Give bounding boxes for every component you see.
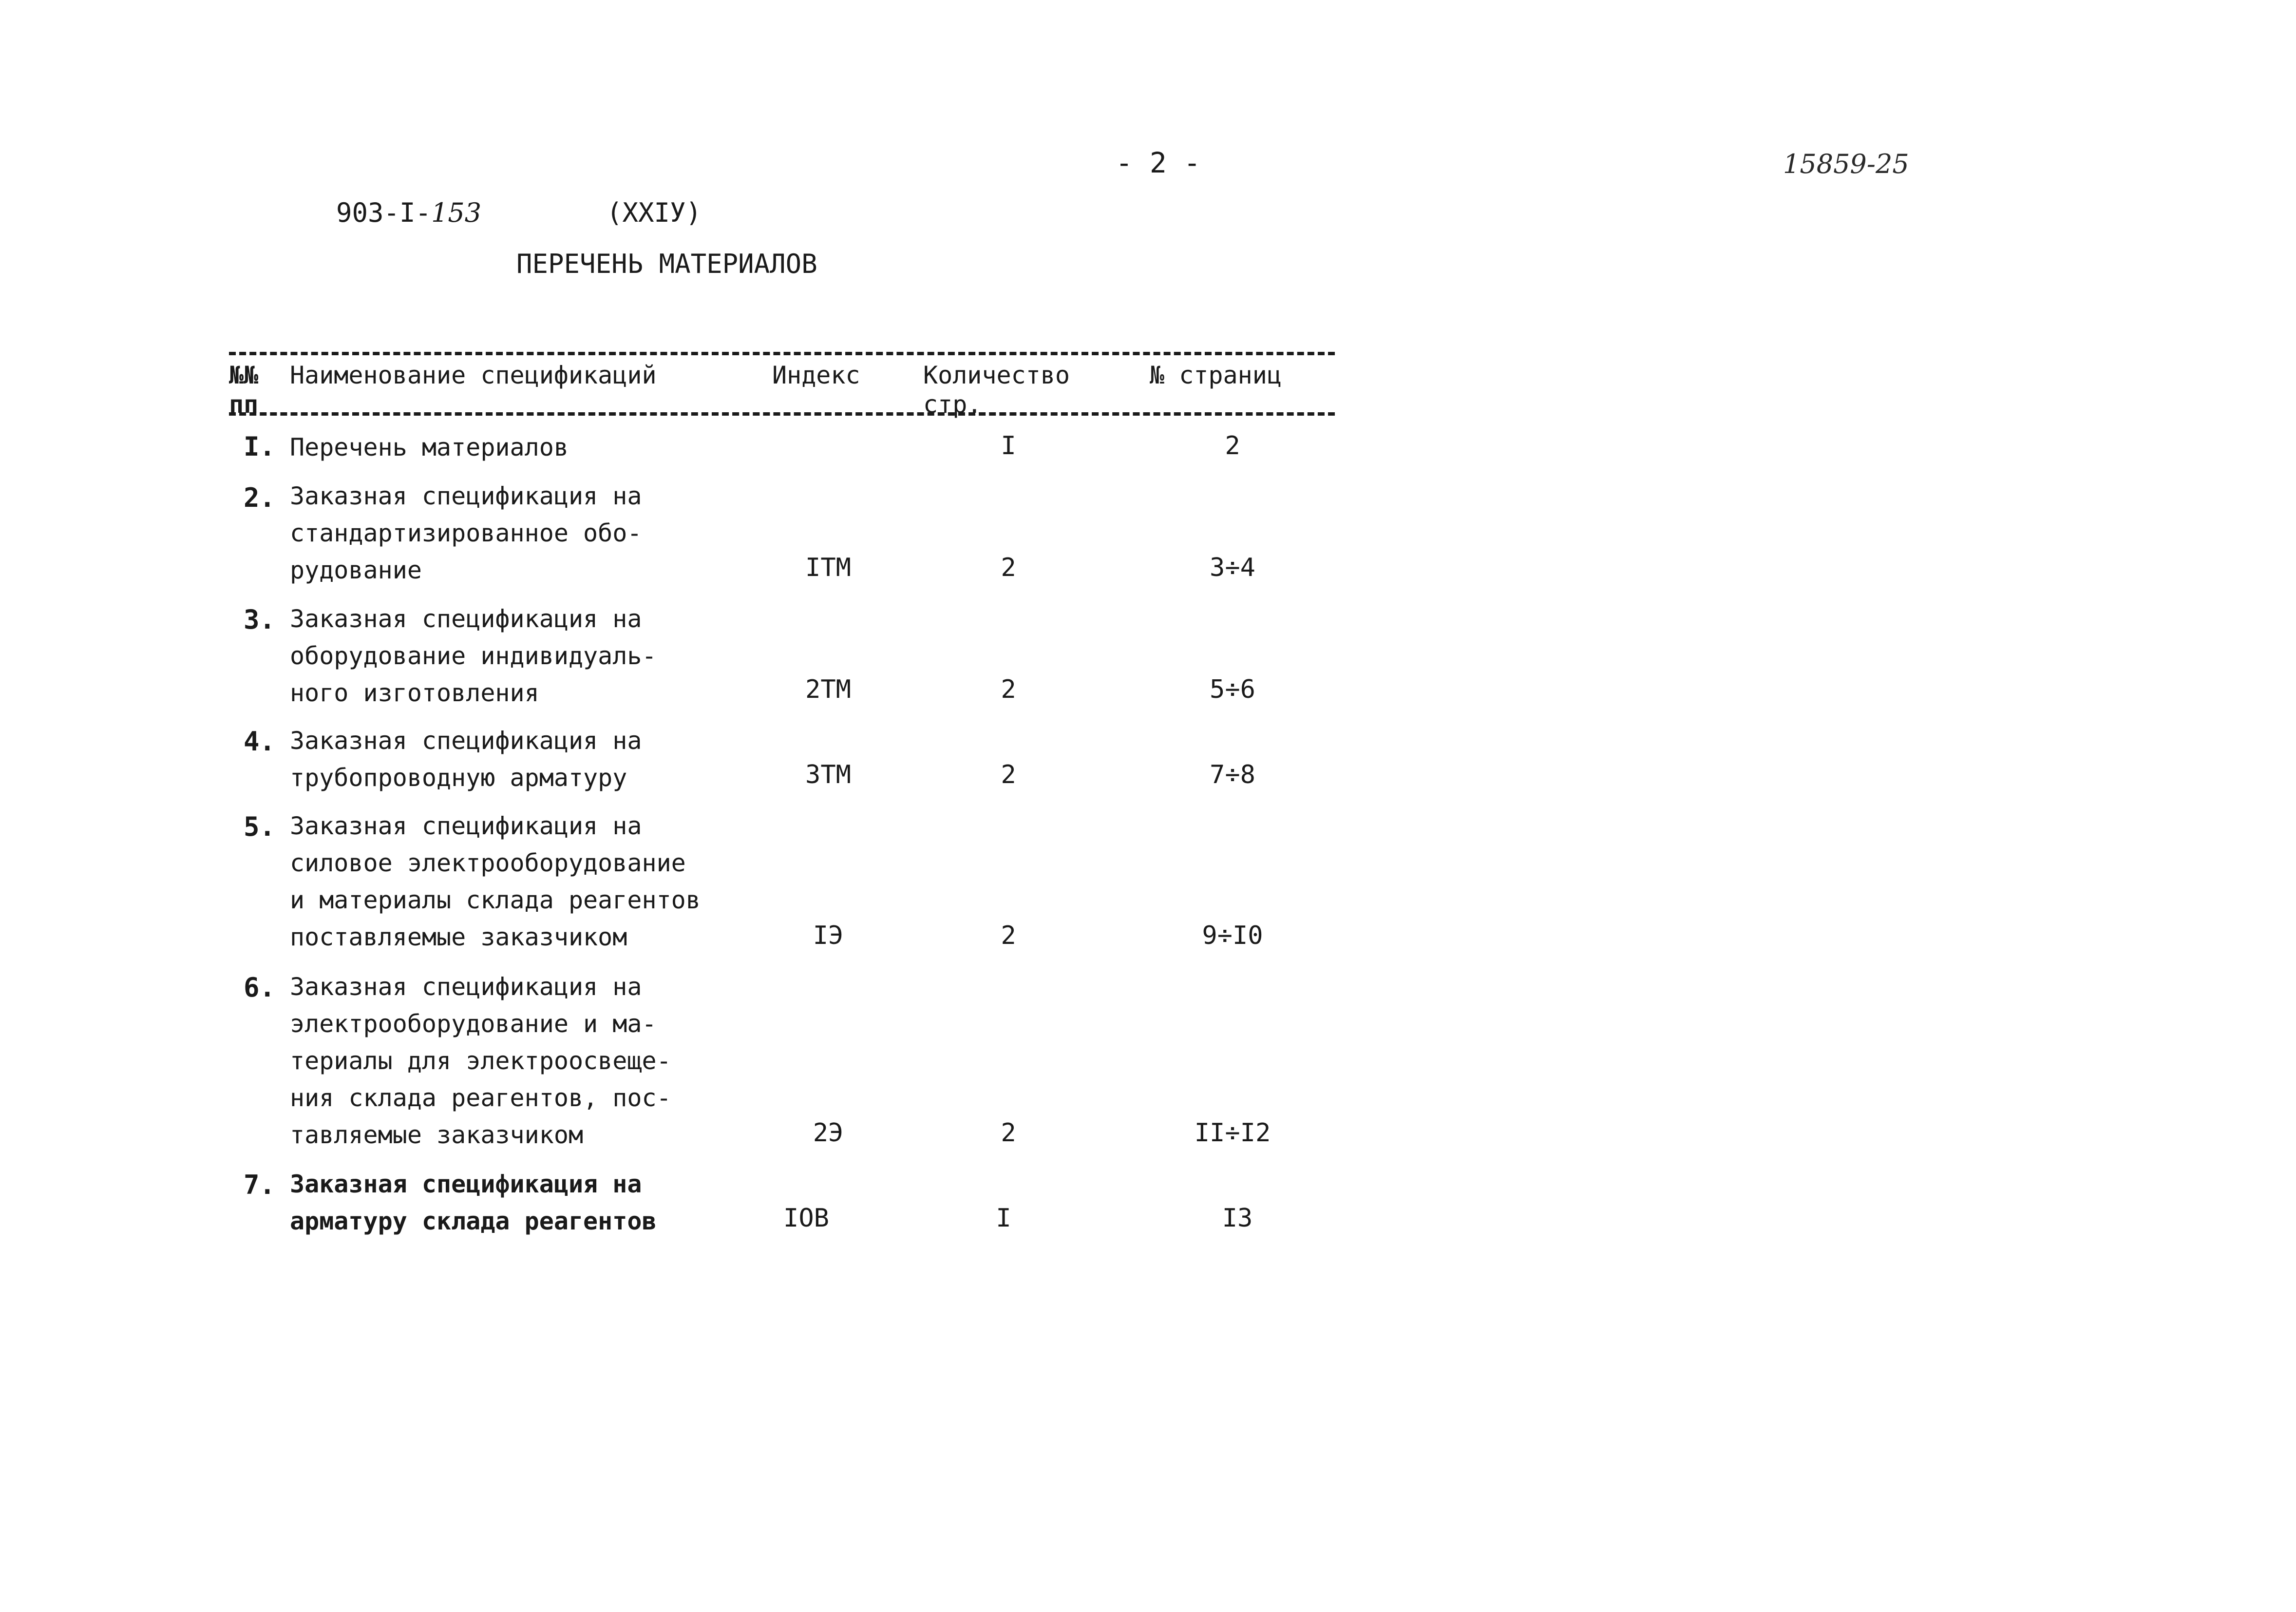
table-header-rule bbox=[229, 412, 1335, 416]
row-number: 5. bbox=[243, 811, 275, 842]
row-name: Заказная спецификация на электрооборудование и ма- териалы для электроосвеще- ния склада реагентов, пос- тавляемые заказчиком bbox=[290, 973, 671, 1149]
table-top-rule bbox=[229, 352, 1335, 355]
row-name: Перечень материалов bbox=[290, 433, 569, 461]
col-header-num: №№ пп bbox=[229, 361, 259, 419]
row-pages: 3÷4 bbox=[1210, 553, 1255, 582]
row-number: 4. bbox=[243, 726, 275, 757]
page-number: - 2 - bbox=[1116, 146, 1201, 179]
row-index: 3TM bbox=[805, 760, 851, 789]
row-quantity: 2 bbox=[1001, 1118, 1016, 1148]
page-title: ПЕРЕЧЕНЬ МАТЕРИАЛОВ bbox=[516, 249, 817, 279]
document-code-typed: 903-I- bbox=[336, 197, 432, 228]
row-pages: I3 bbox=[1222, 1204, 1253, 1233]
volume-number: (XXIУ) bbox=[607, 197, 702, 228]
row-name: Заказная спецификация на арматуру склада реагентов bbox=[290, 1170, 657, 1235]
row-name: Заказная спецификация на оборудование индивидуаль- ного изготовления bbox=[290, 605, 657, 707]
row-index: IЭ bbox=[813, 921, 844, 950]
row-index: ITM bbox=[805, 553, 851, 582]
document-code bbox=[336, 197, 481, 228]
row-number: 7. bbox=[243, 1170, 275, 1200]
row-pages: 9÷I0 bbox=[1202, 921, 1263, 950]
row-pages: 5÷6 bbox=[1210, 675, 1255, 704]
row-quantity: I bbox=[1001, 431, 1016, 461]
row-name: Заказная спецификация на трубопроводную арматуру bbox=[290, 727, 642, 792]
row-number: I. bbox=[243, 431, 275, 462]
row-index: 2Э bbox=[813, 1118, 844, 1148]
row-pages: II÷I2 bbox=[1194, 1118, 1271, 1148]
col-header-index: Индекс bbox=[772, 361, 860, 389]
document-code-handwritten: 153 bbox=[431, 197, 482, 228]
row-number: 6. bbox=[243, 972, 275, 1003]
row-pages: 2 bbox=[1225, 431, 1240, 461]
col-header-quantity: Количество стр. bbox=[923, 361, 1070, 419]
row-quantity: 2 bbox=[1001, 675, 1016, 704]
row-quantity: I bbox=[996, 1204, 1011, 1233]
row-index: 2TM bbox=[805, 675, 851, 704]
row-index: IOB bbox=[783, 1204, 829, 1233]
handwritten-number: 15859-25 bbox=[1783, 149, 1909, 179]
row-pages: 7÷8 bbox=[1210, 760, 1255, 789]
col-header-pages: № страниц bbox=[1150, 361, 1282, 389]
row-name: Заказная спецификация на стандартизированное обо- рудование bbox=[290, 482, 642, 584]
col-header-name: Наименование спецификаций bbox=[290, 361, 657, 389]
row-quantity: 2 bbox=[1001, 921, 1016, 950]
row-quantity: 2 bbox=[1001, 760, 1016, 789]
row-quantity: 2 bbox=[1001, 553, 1016, 582]
row-number: 3. bbox=[243, 604, 275, 635]
row-number: 2. bbox=[243, 482, 275, 513]
row-name: Заказная спецификация на силовое электрооборудование и материалы склада реагентов поставляемые заказчиком bbox=[290, 812, 701, 951]
